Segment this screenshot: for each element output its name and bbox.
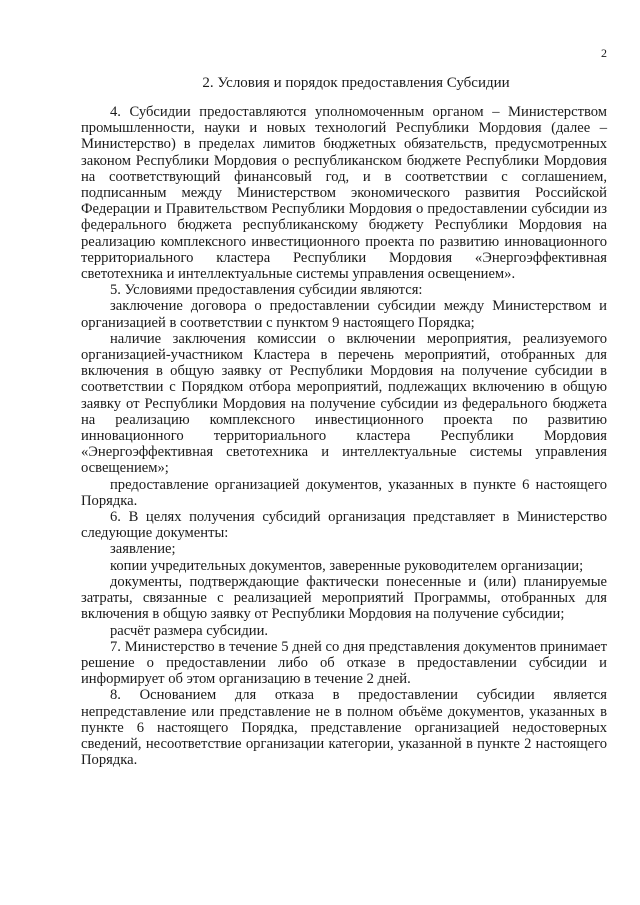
- paragraph-6: 6. В целях получения субсидий организация представляет в Министерство следующие документы:: [81, 509, 607, 542]
- section-heading: 2. Условия и порядок предоставления Субсидии: [202, 75, 510, 91]
- condition-contract: заключение договора о предоставлении субсидии между Министерством и организацией в соответствии с пунктом 9 настоящего Порядка;: [81, 298, 607, 331]
- document-founding-copies: копии учредительных документов, заверенные руководителем организации;: [110, 557, 584, 574]
- paragraph-8: 8. Основанием для отказа в предоставлении субсидии является непредставление или представление не в полном объёме документов, указанных в пункте 6 настоящего Порядка, представление организацией недостоверных сведений, несоответствие организации категории, указанной в пункте 2 настоящего Порядка.: [81, 687, 607, 769]
- condition-documents: предоставление организацией документов, указанных в пункте 6 настоящего Порядка.: [81, 476, 607, 509]
- page-number: 2: [601, 46, 607, 60]
- document-application: заявление;: [110, 541, 176, 558]
- document-costs: документы, подтверждающие фактически понесенные и (или) планируемые затраты, связанные с реализацией мероприятий Программы, отобранных для включения в общую заявку от Республики Мордовия на получение субсидии;: [81, 573, 607, 623]
- document-calculation: расчёт размера субсидии.: [110, 622, 269, 639]
- document-body: [81, 104, 607, 768]
- paragraph-7: 7. Министерство в течение 5 дней со дня представления документов принимает решение о предоставлении либо об отказе в предоставлении субсидии и информирует об этом организацию в течение 2 дней.: [81, 638, 607, 688]
- condition-commission: наличие заключения комиссии о включении мероприятия, реализуемого организацией-участником Кластера в перечень мероприятий, отобранных для включения в общую заявку от Республики Мордовия на получение субсидии в соответствии с Порядком отбора мероприятий, подлежащих включению в общую заявку от Республики Мордовия на получение субсидии из федерального бюджета на реализацию комплексного инвестиционного проекта по развитию инновационного территориального кластера Республики Мордовия «Энергоэффективная светотехника и интеллектуальные системы управления освещением»;: [81, 330, 607, 477]
- paragraph-4: 4. Субсидии предоставляются уполномоченным органом – Министерством промышленности, науки и новых технологий Республики Мордовия (далее – Министерство) в пределах лимитов бюджетных обязательств, предусмотренных законом Республики Мордовия о республиканском бюджете Республики Мордовия на соответствующий финансовый год, и в соответствии с соглашением, подписанным между Министерством экономического развития Российской Федерации и Правительством Республики Мордовия о предоставлении субсидии из федерального бюджета республиканскому бюджету Республики Мордовия на реализацию комплексного инвестиционного проекта по развитию инновационного территориального кластера Республики Мордовия «Энергоэффективная светотехника и интеллектуальные системы управления освещением».: [81, 104, 607, 283]
- paragraph-5: 5. Условиями предоставления субсидии являются:: [110, 282, 423, 299]
